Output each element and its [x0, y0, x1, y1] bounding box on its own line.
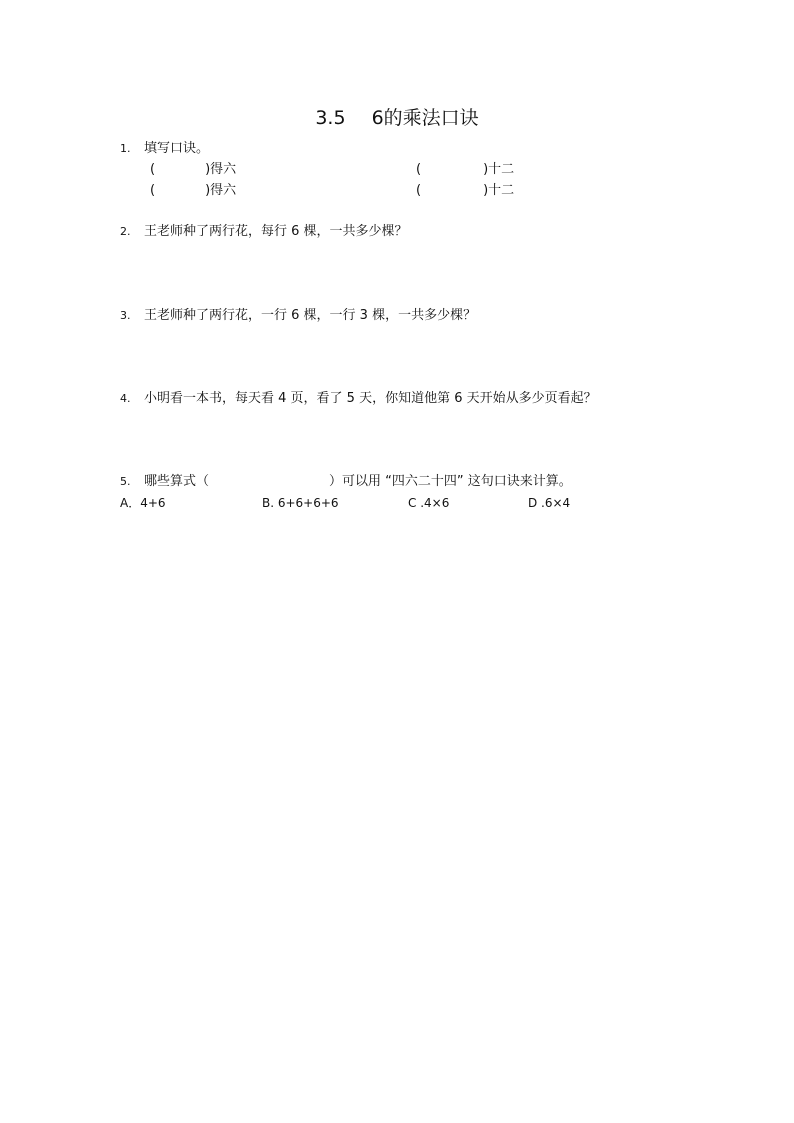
open-paren: ( [150, 162, 156, 177]
option-c[interactable]: C .4×6 [408, 496, 450, 510]
open-paren: ( [150, 183, 156, 198]
question-text-before: 哪些算式（ [144, 474, 210, 489]
title-number: 3.5 [315, 107, 346, 129]
q1-blank-right-1[interactable] [416, 161, 514, 179]
close-paren: ) [205, 183, 211, 198]
close-paren: ) [483, 183, 489, 198]
q1-blank-left-2[interactable] [150, 182, 236, 200]
question-text: 填写口诀。 [144, 141, 210, 156]
close-paren: ) [205, 162, 211, 177]
page-title [0, 106, 794, 130]
blank-suffix: 得六 [210, 162, 237, 177]
option-a[interactable]: A．4+6 [120, 496, 166, 510]
blank-suffix: 十二 [488, 162, 515, 177]
question-number: 2. [120, 225, 131, 238]
question-1 [120, 140, 209, 158]
blank-suffix: 十二 [488, 183, 515, 198]
blank-suffix: 得六 [210, 183, 237, 198]
q1-blank-right-2[interactable] [416, 182, 514, 200]
open-paren: ( [416, 162, 422, 177]
option-d[interactable]: D .6×4 [528, 496, 571, 510]
option-b[interactable]: B. 6+6+6+6 [262, 496, 339, 510]
question-number: 3. [120, 309, 131, 322]
q1-blank-left-1[interactable] [150, 161, 236, 179]
question-number: 1. [120, 142, 131, 155]
question-number: 4. [120, 392, 131, 405]
question-5 [120, 473, 572, 491]
question-text: 小明看一本书，每天看 4 页，看了 5 天，你知道他第 6 天开始从多少页看起？ [144, 391, 597, 406]
question-text: 王老师种了两行花，每行 6 棵，一共多少棵？ [144, 224, 408, 239]
close-paren: ) [483, 162, 489, 177]
question-text: 王老师种了两行花，一行 6 棵，一行 3 棵，一共多少棵？ [144, 308, 477, 323]
question-number: 5. [120, 475, 131, 488]
question-text-after: ）可以用 “四六二十四” 这句口诀来计算。 [329, 474, 572, 489]
question-2 [120, 223, 408, 241]
question-3 [120, 307, 476, 325]
question-4 [120, 390, 597, 408]
title-text: 6的乘法口诀 [371, 107, 479, 129]
open-paren: ( [416, 183, 422, 198]
